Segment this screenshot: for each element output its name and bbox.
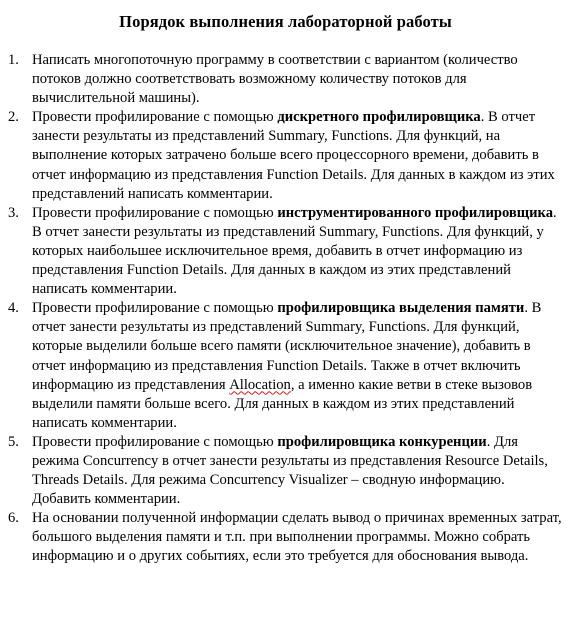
- step-text-plain: , а именно какие ветви в стеке вызовов выделили памяти больше всего. Для данных в каждом из этих представлений написать комментарии.: [32, 376, 533, 431]
- step-text: [32, 434, 548, 507]
- step-text-bold: инструментированного профилировщика: [277, 204, 554, 221]
- list-item-step-4: [0, 299, 571, 433]
- step-text: [32, 510, 562, 564]
- step-number: 5.: [8, 433, 19, 450]
- document-title: Порядок выполнения лабораторной работы: [119, 12, 452, 31]
- step-text-bold: дискретного профилировщика: [277, 109, 481, 126]
- step-number: 1.: [8, 52, 19, 68]
- step-text-plain: Провести профилирование с помощью: [32, 109, 278, 126]
- step-text-plain: Провести профилирование с помощью: [32, 204, 278, 221]
- step-number: 6.: [8, 510, 19, 527]
- list-item-step-5: [0, 433, 571, 509]
- steps-list: [0, 51, 571, 567]
- step-text-bold: профилировщика выделения памяти: [277, 300, 525, 317]
- step-text-plain: На основании полученной информации сделать вывод о причинах временных затрат, большого выделения памяти и т.п. при выполнении программы. Можно собрать информацию и о других событиях, если это требуется для обоснования вывода.: [32, 510, 562, 565]
- list-item-step-2: [0, 108, 571, 203]
- list-item-step-6: [0, 509, 571, 566]
- step-text-bold: профилировщика конкуренции: [277, 433, 487, 450]
- step-text-plain: . В отчет занести результаты из представлений Summary, Functions. Для функций, которые выделили больше всего памяти (исключительное значение), добавить в отчет информацию из представления Function Details. Также в отчет включить информацию из представления: [32, 300, 542, 393]
- step-text: [32, 205, 557, 297]
- step-number: 4.: [8, 300, 19, 317]
- step-text-plain: Провести профилирование с помощью: [32, 300, 278, 317]
- step-text: [32, 300, 541, 431]
- list-item-step-3: [0, 204, 571, 299]
- step-text-plain: Провести профилирование с помощью: [32, 433, 278, 450]
- step-text-plain: . Для режима Concurrency в отчет занести результаты из представления Resource Details, Threads Details. Для режима Concurrency Visualizer – сводную информацию. Добавить комментарии.: [32, 433, 548, 508]
- step-text: [32, 109, 555, 201]
- list-item-step-1: [0, 51, 571, 108]
- step-text-plain: . В отчет занести результаты из представлений Summary, Functions. Для функций, на выполнение которых затрачено больше всего процессорного времени, добавить в отчет информацию из представления Function Details. Для данных в каждом из этих представлений написать комментарии.: [32, 109, 555, 202]
- step-text-plain: Написать многопоточную программу в соответствии с вариантом (количество потоков должно соответствовать возможному количеству потоков для вычислительной машины).: [32, 52, 518, 107]
- step-text: [32, 52, 518, 106]
- spellcheck-underlined-word: Allocation: [229, 376, 291, 393]
- step-number: 3.: [8, 204, 19, 221]
- step-text-plain: . В отчет занести результаты из представлений Summary, Functions. Для функций, у которых наибольшее исключительное время, добавить в отчет информацию из представления Function Details. Для данных в каждом из этих представлений написать комментарии.: [32, 204, 557, 298]
- step-number: 2.: [8, 109, 19, 126]
